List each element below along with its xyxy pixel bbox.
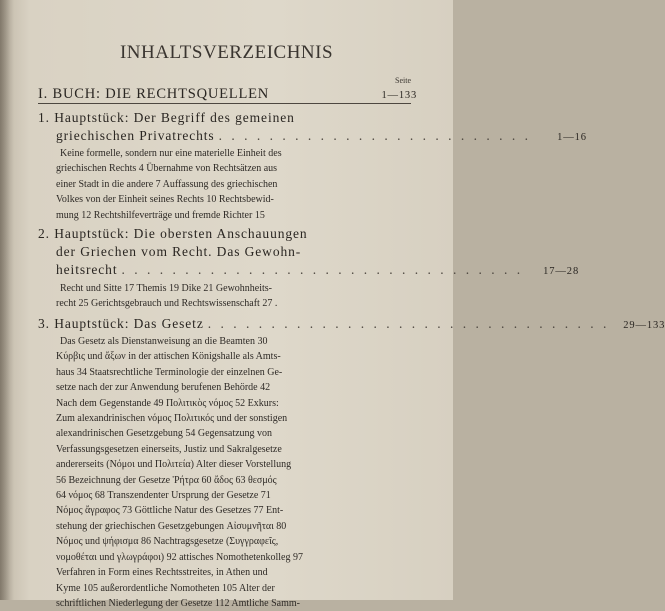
summary-line: griechischen Rechts 4 Übernahme von Rechtsätzen aus (56, 163, 278, 175)
chapter-3-title: 3. Hauptstück: Das Gesetz (38, 316, 204, 331)
summary-line: andererseits (Νόμοι und Πολιτεία) Alter dieser Vorstellung (56, 459, 292, 471)
summary-line: Nach dem Gegenstande 49 Πολιτικὸς νόμος 52 Exkurs: (56, 397, 279, 409)
leader-dots: . . . . . . . . . . . . . . . . . . . . . . . . . . . . . . . . (207, 316, 610, 331)
summary-line: Verfassungsgesetzen einerseits, Justiz und Sakralgesetze (56, 443, 282, 455)
chapter-2-summary (56, 281, 412, 312)
summary-line: 56 Bezeichnung der Gesetze Ῥήτρα 60 ἄδος 63 θεσμός (56, 474, 277, 486)
chapter-1-title: 1. Hauptstück: Der Begriff des gemeinen (38, 110, 295, 125)
book-title: I. BUCH: DIE RECHTSQUELLEN (38, 86, 270, 102)
summary-line: Das Gesetz als Dienstanweisung an die Beamten 30 (60, 336, 268, 347)
summary-line: νομοθέται und γλωγράφοι) 92 attisches Nomothetenkolleg 97 (56, 551, 303, 563)
summary-line: Volkes von der Einheit seines Rechts 10 Rechtsbewid- (56, 194, 274, 206)
page-column-label: Seite (395, 76, 411, 85)
summary-line: schriftlichen Niederlegung der Gesetze 112 Amtliche Samm- (56, 597, 300, 609)
summary-line: alexandrinischen Gesetzgebung 54 Gegensatzung von (56, 428, 273, 440)
chapter-3-summary (56, 334, 412, 611)
toc-chapter-2-line1[interactable] (38, 226, 417, 242)
summary-line: Νόμος und ψήφισμα 86 Nachtragsgesetze (Συγγραφεῖς, (56, 536, 279, 548)
leader-dots: . . . . . . . . . . . . . . . . . . . . . . . . . (218, 128, 531, 143)
chapter-2-pages: 17—28 (543, 266, 580, 277)
chapter-1-summary (56, 146, 412, 223)
summary-line: recht 25 Gerichtsgebrauch und Rechtswissenschaft 27 . (56, 298, 278, 310)
summary-line: Νόμος ἄγραφος 73 Göttliche Natur des Gesetzes 77 Ent- (56, 505, 284, 517)
page-title: INHALTSVERZEICHNIS (119, 42, 334, 63)
summary-line: Zum alexandrinischen νόμος Πολιτικός und der sonstigen (56, 413, 288, 425)
chapter-2-title-cont: der Griechen vom Recht. Das Gewohn- (56, 244, 302, 259)
toc-chapter-3[interactable] (38, 316, 665, 332)
chapter-3-pages: 29—133 (623, 320, 665, 331)
chapter-1-title-cont: griechischen Privatrechts (56, 128, 215, 143)
chapter-1-pages: 1—16 (557, 132, 587, 143)
summary-line: 64 νόμος 68 Transzendenter Ursprung der Gesetze 71 (56, 490, 271, 502)
summary-line: stehung der griechischen Gesetzgebungen Αἰσυμνῆται 80 (56, 520, 287, 532)
summary-line: Keine formelle, sondern nur eine materielle Einheit des (60, 148, 282, 159)
summary-line: Κύρβις und ἄξων in der attischen Königshalle als Amts- (56, 351, 281, 363)
summary-line: Kyme 105 außerordentliche Nomotheten 105 Alter der (56, 582, 275, 594)
toc-chapter-2-line3[interactable] (56, 262, 580, 278)
leader-dots: . . . . . . . . . . . . . . . . . . . . . . . . . . . . . . . . (121, 262, 524, 277)
chapter-2-title: 2. Hauptstück: Die obersten Anschauungen (38, 226, 308, 241)
summary-line: Verfahren in Form eines Rechtsstreites, in Athen und (56, 567, 268, 579)
summary-line: Recht und Sitte 17 Themis 19 Dike 21 Gewohnheits- (60, 283, 273, 294)
toc-book-entry[interactable] (38, 86, 417, 103)
toc-chapter-1-line1[interactable] (38, 110, 417, 126)
summary-line: mung 12 Rechtshilfeverträge und fremde Richter 15 (56, 209, 265, 221)
summary-line: haus 34 Staatsrechtliche Terminologie der einzelnen Ge- (56, 366, 283, 378)
chapter-2-title-cont: heitsrecht (56, 262, 118, 277)
book-pages: 1—133 (381, 90, 417, 101)
spine-shadow (0, 0, 14, 600)
summary-line: setze nach der zur Anwendung berufenen Behörde 42 (56, 382, 271, 394)
divider (38, 103, 411, 104)
toc-chapter-1-line2[interactable] (56, 128, 587, 144)
toc-chapter-2-line2[interactable] (56, 244, 417, 260)
summary-line: einer Stadt in die andere 7 Auffassung des griechischen (56, 178, 278, 190)
